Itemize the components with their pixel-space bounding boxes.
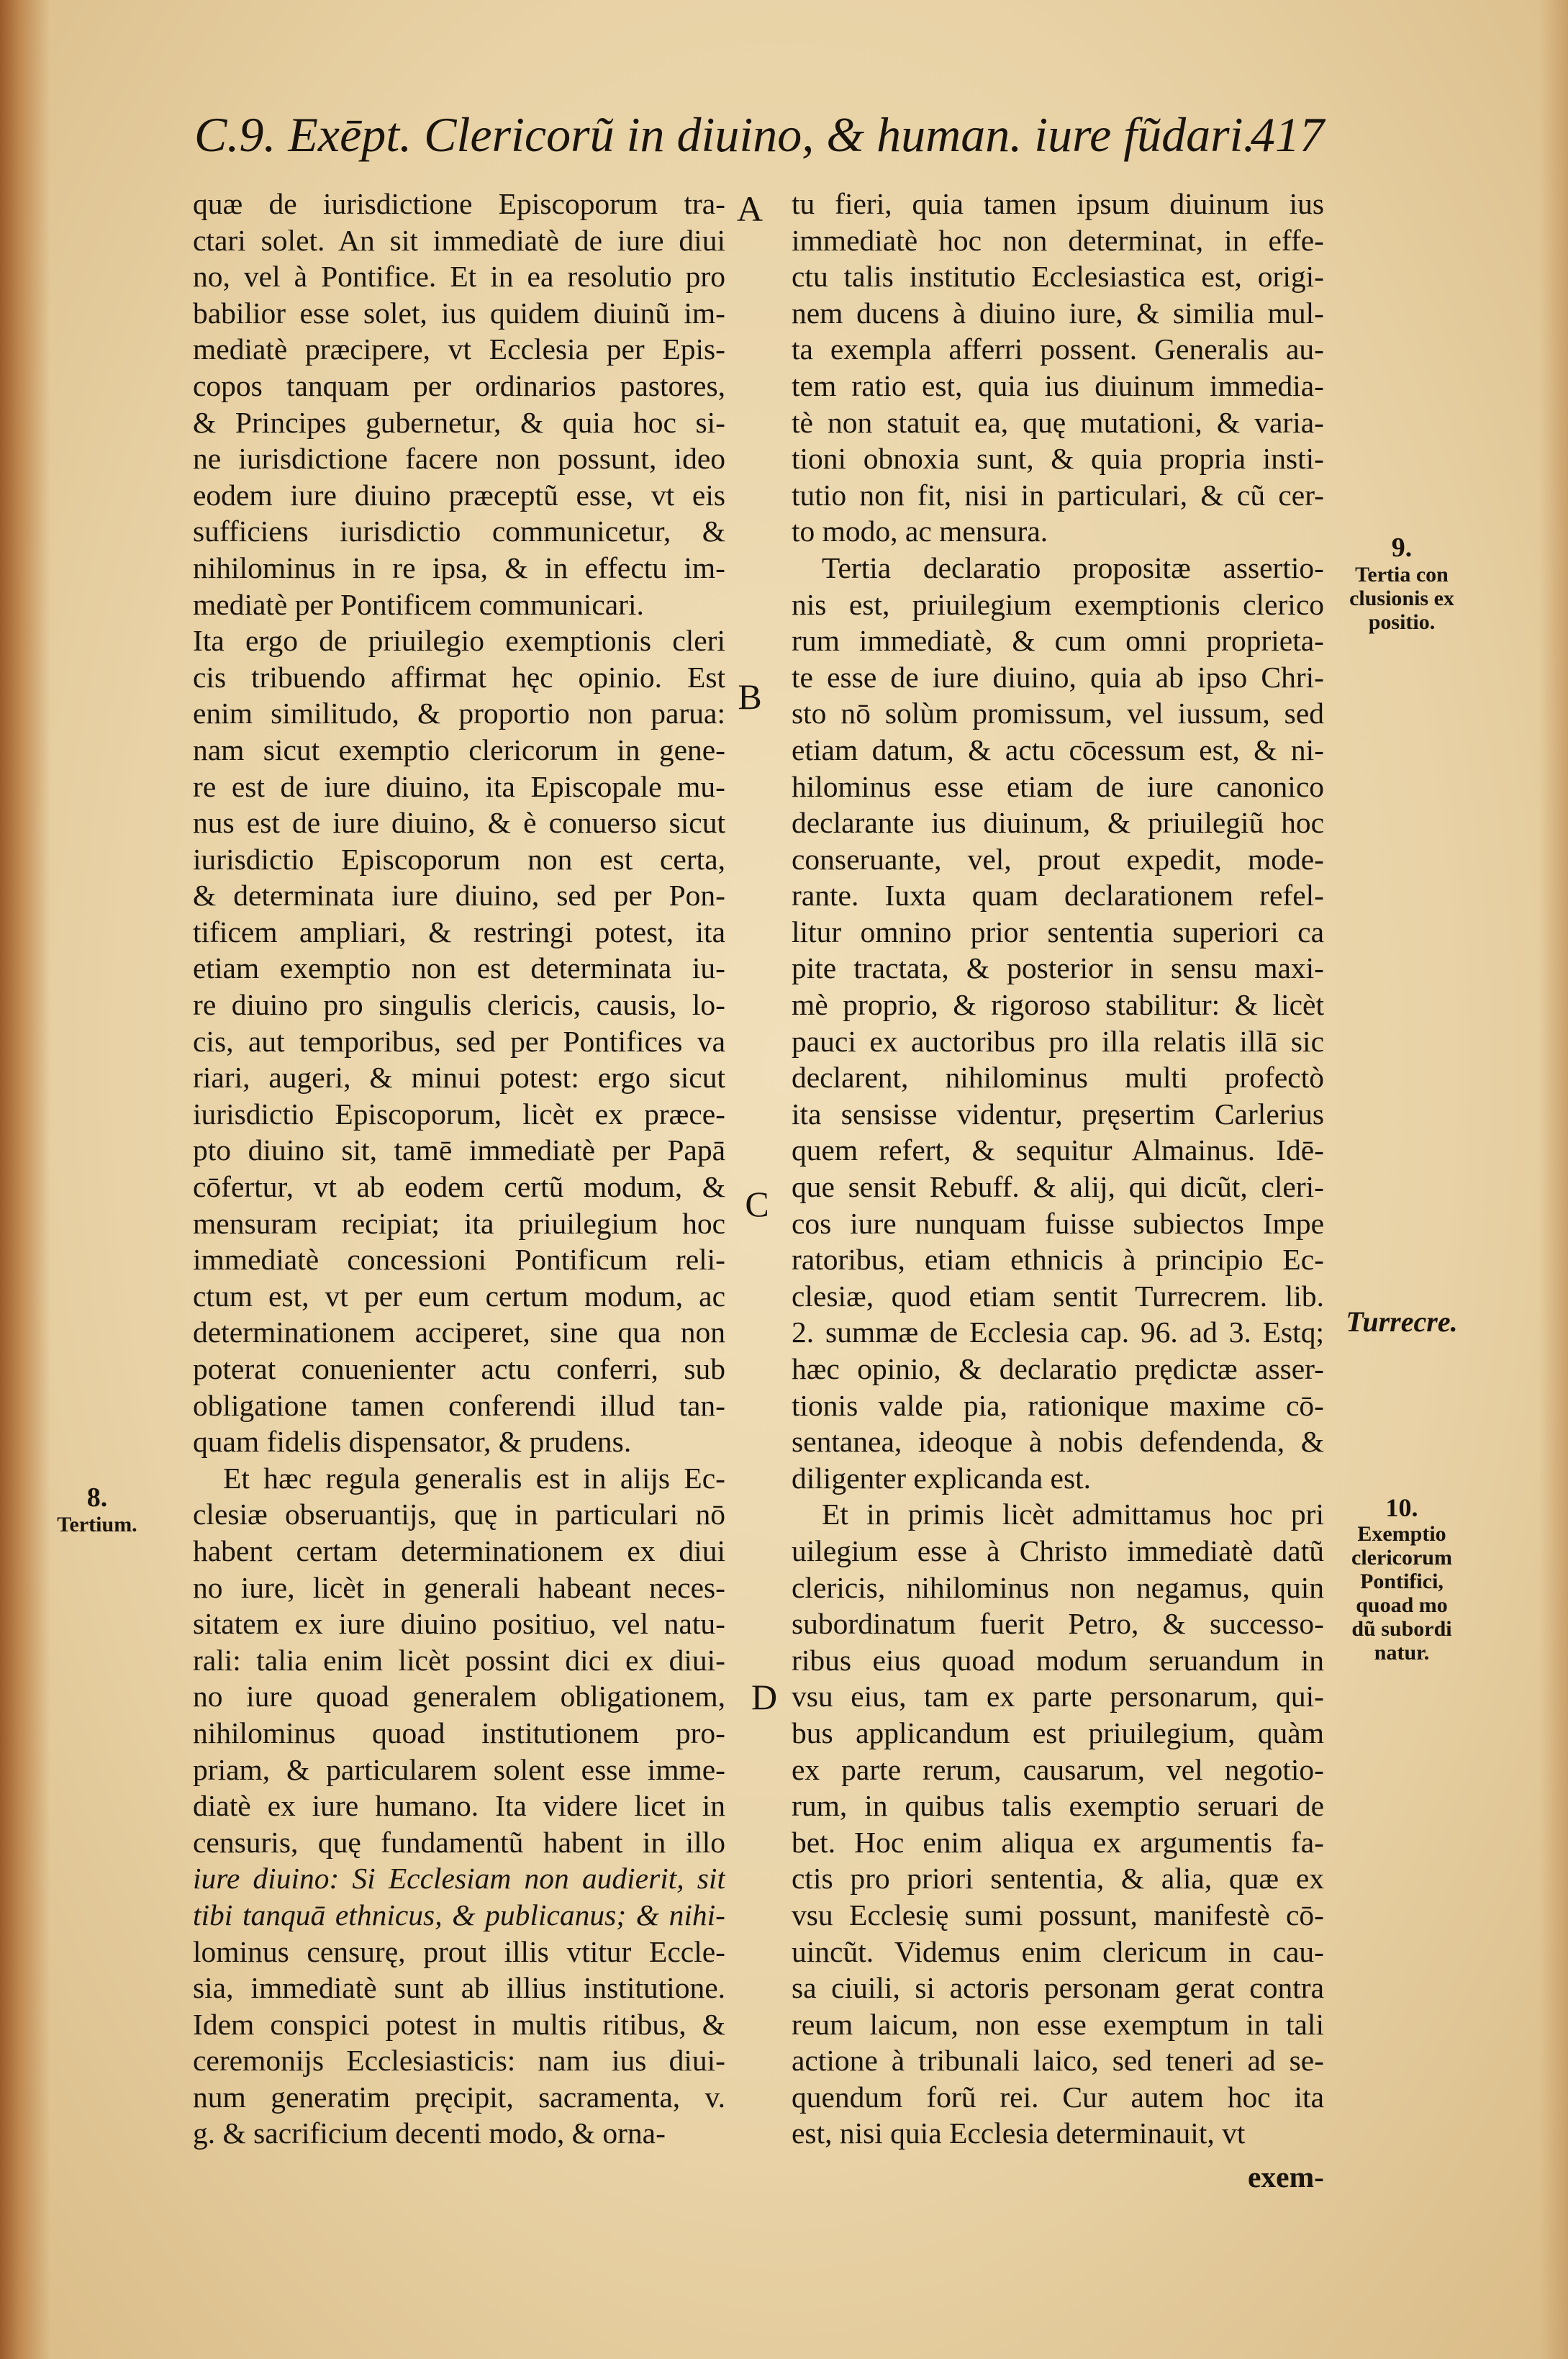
text-line: enim similitudo, & proportio non parua: [193, 697, 725, 730]
text-line: quam fidelis dispensator, & prudens. [193, 1425, 632, 1459]
text-line: diatè ex iure humano. Ita videre licet in [193, 1789, 725, 1823]
text-line: nem ducens à diuino iure, & similia mul- [792, 296, 1324, 330]
text-line: num generatim pręcipit, sacramenta, v. [193, 2080, 725, 2114]
text-line: sufficiens iurisdictio communicetur, & [193, 515, 725, 548]
text-line: tè non statuit ea, quę mutationi, & varia- [792, 405, 1324, 439]
text-line: habent certam determinationem ex diui [193, 1534, 725, 1567]
text-line: conseruante, vel, prout expedit, mode- [792, 842, 1324, 876]
text-line: nis est, priuilegium exemptionis clerico [792, 587, 1324, 621]
text-line: clesiæ, quod etiam sentit Turrecrem. lib. [792, 1279, 1324, 1313]
text-line: no iure quoad generalem obligationem, [193, 1680, 725, 1713]
text-line: litur omnino prior sententia superiori ca [792, 915, 1324, 948]
text-line: ita sensisse videntur, pręsertim Carlerius [792, 1097, 1324, 1131]
text-line: riari, augeri, & minui potest: ergo sicut [193, 1061, 725, 1095]
text-line: tionis valde pia, rationique maxime cō- [792, 1388, 1324, 1422]
text-line: 2. summæ de Ecclesia cap. 96. ad 3. Estq; [792, 1316, 1324, 1349]
text-line: mensuram recipiat; ita priuilegium hoc [193, 1206, 725, 1240]
text-line: tem ratio est, quia ius diuinum immedia- [792, 368, 1324, 402]
text-line: quendum forũ rei. Cur autem hoc ita [792, 2080, 1324, 2114]
text-line: nus est de iure diuino, & è conuerso sicut [193, 806, 725, 840]
text-line: to modo, ac mensura. [792, 515, 1048, 548]
text-line: Tertia declaratio propositæ assertio- [822, 551, 1324, 584]
margin-note-line: clusionis ex [1349, 587, 1454, 610]
text-line: sia, immediatè sunt ab illius institutione. [193, 1971, 725, 2005]
text-line: ceremonijs Ecclesiasticis: nam ius diui- [193, 2044, 725, 2078]
text-line: copos tanquam per ordinarios pastores, [193, 368, 725, 402]
text-line: pto diuino sit, tamē immediatè per Papā [193, 1133, 725, 1167]
text-line: tibi tanquā ethnicus, & publicanus; & nihi- [193, 1898, 725, 1932]
text-line: mediatè per Pontificem communicari. [193, 587, 644, 621]
text-line: ex parte rerum, causarum, vel negotio- [792, 1752, 1324, 1786]
text-line: & determinata iure diuino, sed per Pon- [193, 879, 725, 913]
text-line: subordinatum fuerit Petro, & successo- [792, 1607, 1324, 1641]
text-line: hilominus esse etiam de iure canonico [792, 769, 1324, 803]
text-line: est, nisi quia Ecclesia determinauit, vt [792, 2116, 1246, 2150]
text-line: etiam exemptio non est determinata iu- [193, 951, 725, 985]
text-line: lominus censurę, prout illis vtitur Eccle- [193, 1934, 725, 1968]
text-line: ctis pro priori sententia, & alia, quæ ex [792, 1862, 1324, 1896]
text-line: iurisdictio Episcoporum, licèt ex præce- [193, 1097, 725, 1131]
text-line: cis, aut temporibus, sed per Pontifices va [193, 1024, 725, 1058]
text-line: hæc opinio, & declaratio prędictæ asser- [792, 1352, 1324, 1385]
left-column [193, 186, 725, 2152]
text-line: bet. Hoc enim aliqua ex argumentis fa- [792, 1825, 1324, 1859]
text-line: tu fieri, quia tamen ipsum diuinum ius [792, 187, 1324, 220]
text-line: cis tribuendo affirmat hęc opinio. Est [193, 660, 725, 694]
text-line: no iure, licèt in generali habeant neces- [193, 1570, 725, 1604]
text-line: re diuino pro singulis clericis, causis, lo- [193, 988, 725, 1022]
text-line: mè proprio, & rigoroso stabilitur: & licèt [792, 988, 1324, 1022]
text-line: tioni obnoxia sunt, & quia propria insti- [792, 442, 1324, 476]
text-line: mediatè præcipere, vt Ecclesia per Epis- [193, 332, 725, 366]
text-line: ctu talis institutio Ecclesiastica est, origi- [792, 260, 1324, 294]
text-line: nam sicut exemptio clericorum in gene- [193, 733, 725, 766]
margin-note-line: dũ subordi [1351, 1617, 1452, 1641]
text-line: clesiæ obseruantijs, quę in particulari nō [193, 1498, 725, 1531]
text-line: sitatem ex iure diuino positiuo, vel natu- [193, 1607, 725, 1641]
margin-note-line: clericorum [1351, 1546, 1452, 1570]
margin-note-line: Turrecre. [1346, 1305, 1458, 1338]
text-line: sto nō solùm promissum, vel iussum, sed [792, 697, 1324, 730]
text-line: rum immediatè, & cum omni proprieta- [792, 624, 1324, 658]
margin-note-line: Tertium. [57, 1513, 137, 1536]
text-line: uilegium esse à Christo immediatè datũ [792, 1534, 1324, 1567]
text-line: quæ de iurisdictione Episcoporum tra- [193, 187, 725, 220]
page-edge-left [0, 0, 50, 2359]
margin-note-turrecre [1330, 1306, 1474, 1338]
text-line: declarent, nihilominus multi profectò [792, 1061, 1324, 1095]
section-letter-a: A [736, 189, 763, 229]
text-line: immediatè hoc non determinat, in effe- [792, 223, 1324, 257]
text-line: ratoribus, etiam ethnicis à principio Ec- [792, 1243, 1324, 1277]
text-line: clericis, nihilominus non negamus, quin [792, 1570, 1324, 1604]
text-line: Idem conspici potest in multis ritibus, & [193, 2007, 725, 2041]
text-line: rali: talia enim licèt possint dici ex diui- [193, 1643, 725, 1677]
text-line: cōfertur, vt ab eodem certũ modum, & [193, 1170, 725, 1204]
text-line: re est de iure diuino, ita Episcopale mu- [193, 769, 725, 803]
text-line: ctum est, vt per eum certum modum, ac [193, 1279, 725, 1313]
text-line: iurisdictio Episcoporum non est certa, [193, 842, 725, 876]
text-line: nihilominus quoad institutionem pro- [193, 1716, 725, 1749]
margin-note-line: Tertia con [1355, 563, 1449, 587]
margin-note-10 [1330, 1493, 1474, 1665]
section-letter-c: C [745, 1184, 769, 1224]
text-line: rum, in quibus talis exemptio seruari de [792, 1789, 1324, 1823]
text-line: determinationem acciperet, sine qua non [193, 1316, 725, 1349]
text-line: diligenter explicanda est. [792, 1461, 1091, 1495]
catchword: exem- [1248, 2160, 1324, 2193]
text-line: que sensit Rebuff. & alij, qui dicũt, cleri- [792, 1170, 1324, 1204]
margin-note-line: natur. [1374, 1641, 1430, 1665]
text-line: vsu eius, tam ex parte personarum, qui- [792, 1680, 1324, 1713]
text-line: ne iurisdictione facere non possunt, ideo [193, 442, 725, 476]
text-line: etiam datum, & actu cōcessum est, & ni- [792, 733, 1324, 766]
text-line: iure diuino: Si Ecclesiam non audierit, sit [193, 1862, 725, 1896]
text-line: obligatione tamen conferendi illud tan- [193, 1388, 725, 1422]
text-line: sa ciuili, si actoris personam gerat contra [792, 1971, 1324, 2005]
text-line: uincũt. Videmus enim clericum in cau- [792, 1934, 1324, 1968]
margin-note-line: Exemptio [1357, 1522, 1446, 1546]
page-number: 417 [1251, 107, 1324, 162]
text-line: eodem iure diuino præceptũ esse, vt eis [193, 478, 725, 512]
running-title: C.9. Exēpt. Clericorũ in diuino, & human. iure fũdari. [194, 107, 1256, 162]
text-line: priam, & particularem solent esse imme- [193, 1752, 725, 1786]
margin-note-line: Pontifici, [1360, 1570, 1444, 1593]
margin-note-8 [43, 1482, 151, 1536]
text-line: ctari solet. An sit immediatè de iure diui [193, 223, 725, 257]
text-line: declarante ius diuinum, & priuilegiũ hoc [792, 806, 1324, 840]
section-letter-d: D [751, 1677, 778, 1717]
margin-note-line: 10. [1385, 1493, 1418, 1522]
text-line: g. & sacrificium decenti modo, & orna- [193, 2116, 666, 2150]
right-column [792, 186, 1324, 2152]
page-edge-right [1539, 0, 1568, 2359]
text-line: Ita ergo de priuilegio exemptionis cleri [193, 624, 725, 658]
text-line: no, vel à Pontifice. Et in ea resolutio pro [193, 260, 725, 294]
section-letter-b: B [738, 676, 762, 717]
text-line: ribus eius quoad modum seruandum in [792, 1643, 1324, 1677]
margin-note-9 [1330, 533, 1474, 634]
text-line: nihilominus in re ipsa, & in effectu im- [193, 551, 725, 584]
text-line: pite tractata, & posterior in sensu maxi- [792, 951, 1324, 985]
text-line: reum laicum, non esse exemptum in tali [792, 2007, 1324, 2041]
text-line: pauci ex auctoribus pro illa relatis illā sic [792, 1024, 1324, 1058]
text-line: cos iure nunquam fuisse subiectos Impe [792, 1206, 1324, 1240]
text-line: poterat conuenienter actu conferri, sub [193, 1352, 725, 1385]
text-line: immediatè concessioni Pontificum reli- [193, 1243, 725, 1277]
text-line: vsu Ecclesię sumi possunt, manifestè cō- [792, 1898, 1324, 1932]
text-line: te esse de iure diuino, quia ab ipso Chri- [792, 660, 1324, 694]
text-line: & Principes gubernetur, & quia hoc si- [193, 405, 725, 439]
margin-note-line: positio. [1368, 610, 1436, 634]
text-line: rante. Iuxta quam declarationem refel- [792, 879, 1324, 913]
text-line: quem refert, & sequitur Almainus. Idē- [792, 1133, 1324, 1167]
text-line: ta exempla afferri possent. Generalis au- [792, 332, 1324, 366]
text-line: babilior esse solet, ius quidem diuinũ im- [193, 296, 725, 330]
text-line: Et hæc regula generalis est in alijs Ec- [223, 1461, 725, 1495]
margin-note-line: 8. [86, 1482, 108, 1513]
text-line: Et in primis licèt admittamus hoc pri [822, 1498, 1324, 1531]
text-line: censuris, quę fundamentũ habent in illo [193, 1825, 725, 1859]
text-line: tutio non fit, nisi in particulari, & cũ cer- [792, 478, 1324, 512]
margin-note-line: 9. [1391, 533, 1413, 563]
text-line: sentanea, ideoque à nobis defendenda, & [792, 1425, 1324, 1459]
text-line: bus applicandum est priuilegium, quàm [792, 1716, 1324, 1749]
text-line: tificem ampliari, & restringi potest, ita [193, 915, 725, 948]
text-line: actione à tribunali laico, sed teneri ad se- [792, 2044, 1324, 2078]
margin-note-line: quoad mo [1356, 1593, 1448, 1617]
